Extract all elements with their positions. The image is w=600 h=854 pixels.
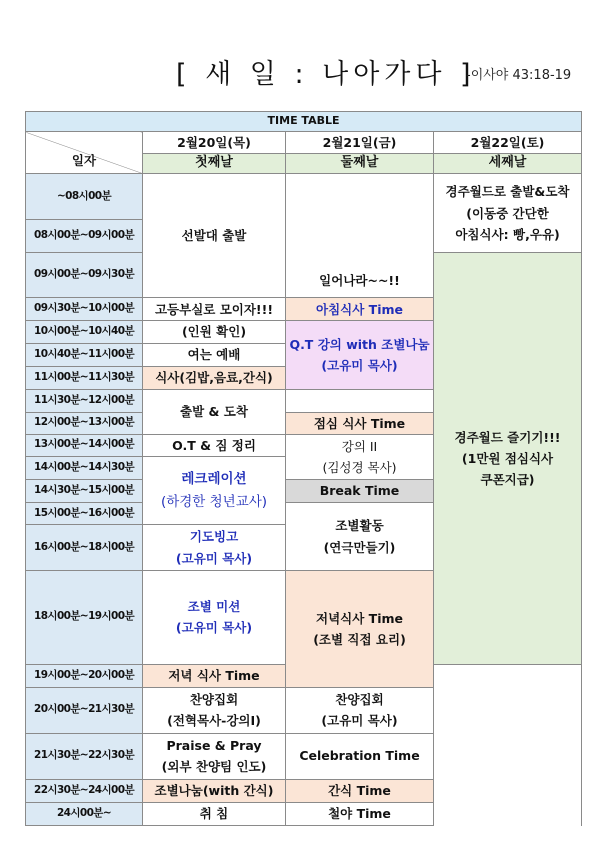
day1-praise-pray-line1: Praise & Pray xyxy=(166,737,262,753)
day3-date: 2월22일(토) xyxy=(434,132,582,154)
day2-empty xyxy=(286,389,434,412)
day2-dinner-line2: (조별 직접 요리) xyxy=(313,631,406,647)
day2-activity-line1: 조별활동 xyxy=(335,518,384,534)
day2-praise-line1: 찬양집회 xyxy=(335,691,384,707)
day1-praise-pray xyxy=(143,733,286,779)
day1-meal: 식사(김밥,음료,간식) xyxy=(143,366,286,389)
time-cell: 16시00분~18시00분 xyxy=(26,525,143,571)
time-cell: 18시00분~19시00분 xyxy=(26,571,143,665)
time-cell: ~08시00분 xyxy=(26,174,143,220)
day1-praise-line2: (전혁목사-강의I) xyxy=(167,713,261,728)
day2-dinner xyxy=(286,571,434,688)
day2-overnight: 철야 Time xyxy=(286,802,434,825)
day3-enjoy-line1: 경주월드 즐기기!!! xyxy=(454,429,561,445)
day1-depart: 출발 & 도착 xyxy=(143,389,286,434)
day1-recreation xyxy=(143,457,286,525)
day3-name: 세째날 xyxy=(434,154,582,174)
time-cell: 22시30분~24시00분 xyxy=(26,779,143,802)
day1-praise-pray-line2: (외부 찬양팀 인도) xyxy=(161,759,267,774)
day2-lunch: 점심 식사 Time xyxy=(286,412,434,434)
day2-activity-line2: (연극만들기) xyxy=(323,539,396,555)
verse-reference: -이사야 43:18-19 xyxy=(466,68,572,83)
table-header: TIME TABLE xyxy=(26,112,582,132)
time-table xyxy=(25,111,582,826)
day1-dinner: 저녁 식사 Time xyxy=(143,664,286,687)
day1-advance: 선발대 출발 xyxy=(143,174,286,298)
day1-gather: 고등부실로 모이자!!! xyxy=(143,298,286,321)
day3-enjoy-line3: 쿠폰지급) xyxy=(480,472,535,487)
time-cell: 15시00분~16시00분 xyxy=(26,503,143,525)
day2-lecture-line2: (김성경 목사) xyxy=(322,459,397,475)
day2-praise-line2: (고유미 목사) xyxy=(321,713,398,728)
day2-wake-label: 일어나라~~!! xyxy=(319,273,400,288)
time-cell: 09시00분~09시30분 xyxy=(26,253,143,298)
day3-arrive-line1: 경주월드로 출발&도착 xyxy=(445,184,570,200)
day2-qt xyxy=(286,321,434,389)
day2-wake xyxy=(286,174,434,298)
day1-date: 2월20일(목) xyxy=(143,132,286,154)
day1-sleep: 취 침 xyxy=(143,802,286,825)
day1-prayer-line2: (고유미 목사) xyxy=(175,550,253,566)
day2-lecture xyxy=(286,434,434,479)
day3-arrive-line3: 아침식사: 빵,우유) xyxy=(455,226,560,242)
page-title: [ 새 일 : 나아가다 ] xyxy=(176,59,476,90)
time-cell: 20시00분~21시30분 xyxy=(26,687,143,733)
day1-mission-line2: (고유미 목사) xyxy=(175,620,253,636)
day3-arrive xyxy=(434,174,582,253)
day1-ot: O.T & 짐 정리 xyxy=(143,434,286,456)
time-cell: 21시30분~22시30분 xyxy=(26,733,143,779)
day2-qt-line1: Q.T 강의 with 조별나눔 xyxy=(289,336,430,352)
day2-date: 2월21일(금) xyxy=(286,132,434,154)
time-cell: 10시40분~11시00분 xyxy=(26,343,143,366)
time-cell: 11시30분~12시00분 xyxy=(26,389,143,412)
time-cell: 10시00분~10시40분 xyxy=(26,321,143,343)
day2-activity xyxy=(286,503,434,571)
day2-name: 둘째날 xyxy=(286,154,434,174)
time-cell: 14시00분~14시30분 xyxy=(26,457,143,480)
time-cell: 14시30분~15시00분 xyxy=(26,480,143,503)
day2-break: Break Time xyxy=(286,480,434,503)
day2-dinner-line1: 저녁식사 Time xyxy=(316,610,403,626)
day2-breakfast: 아침식사 Time xyxy=(286,298,434,321)
day1-group-sharing: 조별나눔(with 간식) xyxy=(143,779,286,802)
day2-qt-line2: (고유미 목사) xyxy=(321,357,398,373)
corner-cell xyxy=(26,132,143,174)
day1-prayer xyxy=(143,525,286,571)
day3-enjoy-line2: (1만원 점심식사 xyxy=(461,450,554,466)
time-cell: 13시00분~14시00분 xyxy=(26,434,143,456)
time-cell: 24시00분~ xyxy=(26,802,143,825)
day2-lecture-line1: 강의 II xyxy=(341,438,378,454)
corner-label: 일자 xyxy=(71,153,97,168)
day1-praise-line1: 찬양집회 xyxy=(189,691,239,707)
time-cell: 08시00분~09시00분 xyxy=(26,220,143,253)
day3-arrive-line2: (이동중 간단한 xyxy=(466,205,549,221)
day1-worship: 여는 예배 xyxy=(143,343,286,366)
day1-name: 첫째날 xyxy=(143,154,286,174)
day1-mission xyxy=(143,571,286,665)
day2-snack: 간식 Time xyxy=(286,779,434,802)
day1-recreation-line2: (하경한 청년교사) xyxy=(160,493,268,510)
time-cell: 19시00분~20시00분 xyxy=(26,664,143,687)
day1-prayer-line1: 기도빙고 xyxy=(189,529,239,545)
time-cell: 12시00분~13시00분 xyxy=(26,412,143,434)
day1-praise xyxy=(143,687,286,733)
time-cell: 09시30분~10시00분 xyxy=(26,298,143,321)
day3-enjoy xyxy=(434,253,582,664)
day2-praise xyxy=(286,687,434,733)
day1-confirm: (인원 확인) xyxy=(143,321,286,343)
day2-celebration: Celebration Time xyxy=(286,733,434,779)
time-cell: 11시00분~11시30분 xyxy=(26,366,143,389)
day1-recreation-line1: 레크레이션 xyxy=(181,470,247,487)
day1-mission-line1: 조별 미션 xyxy=(187,599,241,614)
